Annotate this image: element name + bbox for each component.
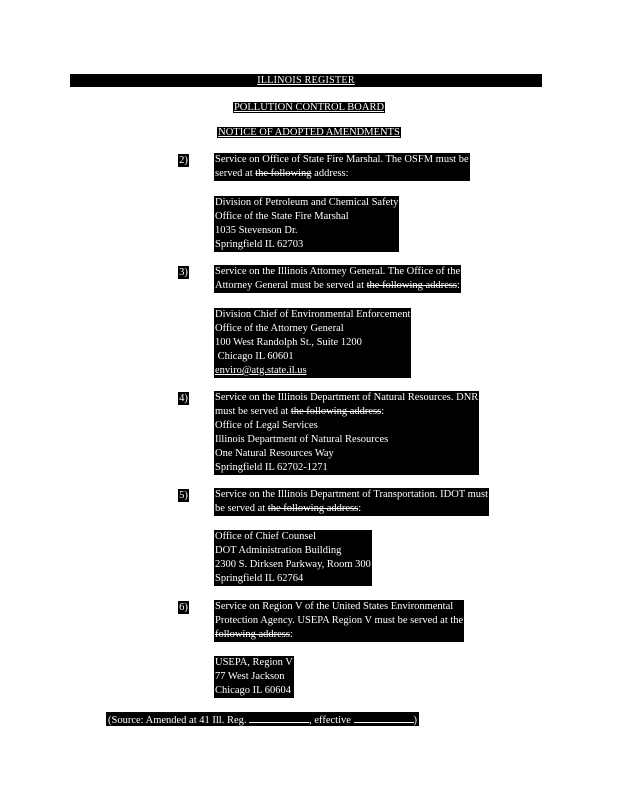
board-title: POLLUTION CONTROL BOARD (233, 102, 385, 113)
email-link[interactable]: enviro@atg.state.il.us (215, 365, 307, 376)
item-intro: Service on Office of State Fire Marshal. The OSFM must be served at the following address: (215, 154, 469, 179)
item-number: 4) (179, 393, 188, 404)
item-address: Division Chief of Environmental Enforcement Office of the Attorney General 100 West Randolph St., Suite 1200 Chicago IL 60601 enviro@atg.state.il.us (215, 309, 411, 376)
item-address: USEPA, Region V 77 West Jackson Chicago IL 60604 (215, 657, 293, 696)
item-intro: Service on the Illinois Attorney General. The Office of the Attorney General must be served at the following address: (215, 266, 461, 291)
notice-title: NOTICE OF ADOPTED AMENDMENTS (218, 127, 400, 138)
item-intro: Service on the Illinois Department of Transportation. IDOT must be served at the following address: (215, 489, 489, 514)
item-address: Office of Chief Counsel DOT Administration Building 2300 S. Dirksen Parkway, Room 300 Springfield IL 62764 (215, 531, 371, 584)
item-address: Division of Petroleum and Chemical Safety Office of the State Fire Marshal 1035 Stevenson Dr. Springfield IL 62703 (215, 197, 399, 250)
date-blank (354, 712, 414, 723)
item-number: 2) (179, 155, 188, 166)
item-number: 5) (179, 490, 188, 501)
item-intro: Service on Region V of the United States Environmental Protection Agency. USEPA Region V must be served at the following address: (215, 601, 464, 640)
item-number: 3) (179, 267, 188, 278)
register-header (70, 74, 542, 87)
source-note: (Source: Amended at 41 Ill. Reg. , effective ) (106, 712, 419, 726)
date-blank (249, 712, 309, 723)
register-title: ILLINOIS REGISTER (257, 75, 355, 86)
item-number: 6) (179, 602, 188, 613)
item-intro: Service on the Illinois Department of Natural Resources. DNR must be served at the following address: Office of Legal Services Illinois Department of Natural Resources One Natural Resources Way Springfield IL 62702-1271 (215, 392, 479, 473)
